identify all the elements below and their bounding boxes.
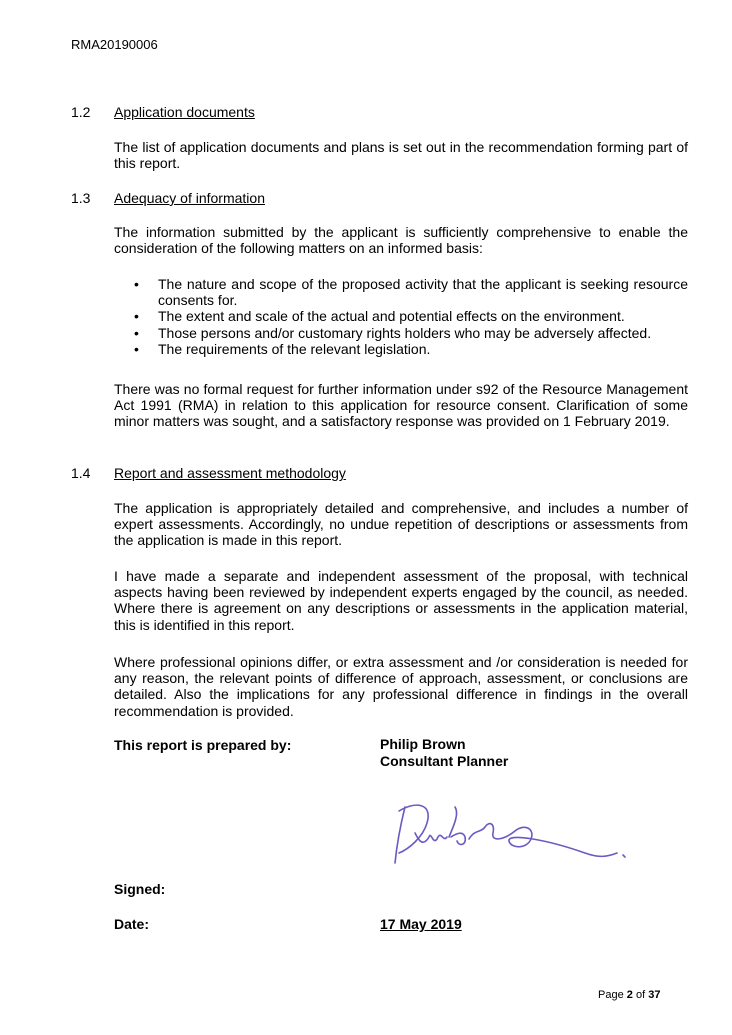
- list-item: • The requirements of the relevant legislation.: [114, 341, 688, 357]
- total-pages: 37: [648, 989, 661, 1001]
- page-footer: [598, 989, 660, 1001]
- section-heading-1-4: [71, 465, 346, 481]
- preparer-block: [380, 736, 508, 770]
- date-label: Date:: [114, 916, 150, 932]
- paragraph: The information submitted by the applicant is sufficiently comprehensive to enable the consideration of the following matters on an informed basis:: [114, 224, 688, 257]
- paragraph: I have made a separate and independent assessment of the proposal, with technical aspects having been reviewed by independent experts engaged by the council, as needed. Where there is agreement on any descriptions or assessments in the application material, this is identified in this report.: [114, 568, 688, 633]
- signed-label: Signed:: [114, 881, 166, 897]
- paragraph: The list of application documents and plans is set out in the recommendation forming part of this report.: [114, 139, 688, 172]
- section-number: 1.4: [71, 465, 91, 481]
- date-value: 17 May 2019: [380, 916, 462, 932]
- prepared-by-label: This report is prepared by:: [114, 737, 292, 753]
- section-number: 1.3: [71, 190, 91, 206]
- section-heading-1-2: [71, 104, 255, 120]
- paragraph: There was no formal request for further information under s92 of the Resource Management Act 1991 (RMA) in relation to this application for resource consent. Clarification of some minor matters was sought, and a satisfactory response was provided on 1 February 2019.: [114, 381, 688, 430]
- section-title: Report and assessment methodology: [114, 465, 346, 481]
- section-title: Application documents: [114, 104, 255, 120]
- of-word: of: [635, 989, 646, 1001]
- bullet-list: [114, 276, 688, 357]
- list-item: • The extent and scale of the actual and potential effects on the environment.: [114, 308, 688, 324]
- list-item: • The nature and scope of the proposed activity that the applicant is seeking resource consents for.: [114, 276, 688, 308]
- preparer-role: Consultant Planner: [380, 753, 509, 769]
- section-heading-1-3: [71, 190, 265, 206]
- signature-image: [385, 793, 645, 873]
- paragraph: Where professional opinions differ, or extra assessment and /or consideration is needed for any reason, the relevant points of difference of approach, assessment, or conclusions are detailed. Also the implications for any professional difference in findings in the overall recommendation is provided.: [114, 654, 688, 719]
- page-word: Page: [598, 989, 624, 1001]
- preparer-name: Philip Brown: [380, 736, 466, 752]
- document-reference: RMA20190006: [71, 37, 158, 52]
- section-title: Adequacy of information: [114, 190, 265, 206]
- paragraph: The application is appropriately detailed and comprehensive, and includes a number of expert assessments. Accordingly, no undue repetition of descriptions or assessments from the application is made in this report.: [114, 500, 688, 549]
- list-item: • Those persons and/or customary rights holders who may be adversely affected.: [114, 325, 688, 341]
- section-number: 1.2: [71, 104, 91, 120]
- current-page: 2: [626, 989, 633, 1001]
